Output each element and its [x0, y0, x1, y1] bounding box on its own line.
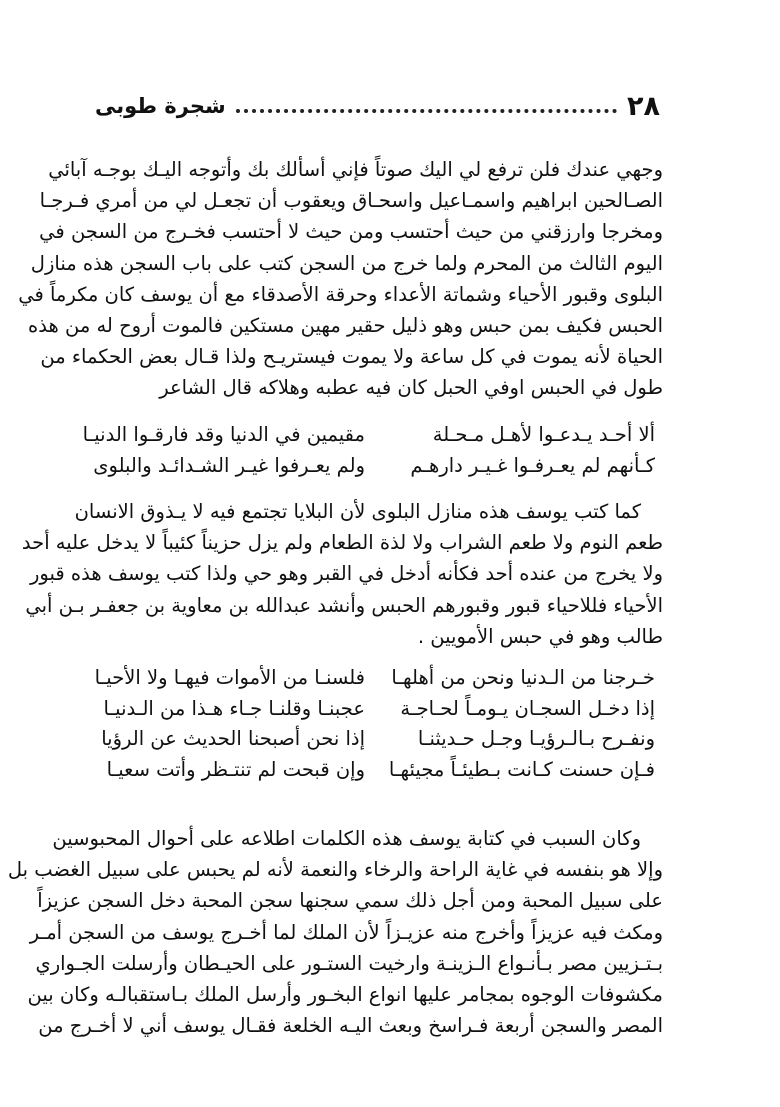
running-title: شجرة طوبى: [95, 93, 226, 118]
text-line: وإلا هو بنفسه في غاية الراحة والرخاء والنعمة لأنه لم يحبس على سبيل الغضب بل: [7, 858, 663, 882]
verse-second-half: إذا نحن أصبحنا الحديث عن الرؤيا: [101, 727, 365, 750]
verse-first-half: ألا أحـد يـدعـوا لأهـل مـحـلة: [432, 423, 655, 446]
verse: [101, 724, 655, 755]
text-line: بـتـزيين مصر بـأنـواع الـزينـة وارخيت الستـور على الحيـطان وأرسلت الجـواري: [35, 951, 663, 975]
text-line: الحبس فكيف بمن حبس وهو ذليل حقير مهين مستكين فالموت أروح له من هذه: [28, 314, 663, 338]
verse-second-half: عجبنـا وقلنـا جـاء هـذا من الـدنيـا: [103, 696, 365, 720]
verse: [106, 755, 655, 786]
poem-1: [82, 420, 655, 481]
text-line: الأحياء فللاحياء قبور وقبورهم الحبس وأنشد عبدالله بن معاوية بن جعفـر بـن أبي: [25, 593, 663, 617]
text-line: طالب وهو في حبس الأمويين .: [417, 624, 663, 648]
text-line: كما كتب يوسف هذه منازل البلوى لأن البلايا تجتمع فيه لا يـذوق الانسان: [74, 500, 641, 523]
text-line: المصر والسجن أربعة فـراسخ وبعث اليـه الخلعة فقـال يوسف أني لا أخـرج من: [38, 1014, 663, 1038]
verse-first-half: إذا دخـل السجـان يـومـاً لحـاجـة: [400, 696, 655, 720]
verse: [82, 420, 655, 451]
verse-first-half: خـرجنا من الـدنيا ونحن من أهلهـا: [391, 666, 655, 689]
running-header: [95, 86, 660, 126]
verse-first-half: كـأنهم لم يعـرفـوا غـيـر دارهـم: [410, 453, 655, 477]
text-line: على سبيل المحبة ومن أجل ذلك سمي سجنها سجن المحبة دخل السجن عزيزاً: [37, 889, 663, 913]
verse-second-half: ولم يعـرفوا غيـر الشـدائـد والبلوى: [93, 453, 365, 477]
verse-second-half: فلسنـا من الأموات فيهـا ولا الأحيـا: [94, 666, 365, 689]
verse-first-half: ونفـرح بـالـرؤيـا وجـل حـديثنـا: [417, 727, 655, 750]
text-line: ومخرجا وارزقني من حيث أحتسب ومن حيث لا أحتسب فخـرج من السجن في: [39, 220, 663, 244]
text-line: الصـالحين ابراهيم واسمـاعيل واسحـاق ويعقوب أن تجعـل لي من أمري فـرجـا: [39, 189, 663, 213]
paragraph-3: [7, 823, 663, 1041]
text-line: مكشوفات الوجوه بمجامر عليها انواع البخـور وأرسل الملك بـاستقبالـه وكان بين: [27, 983, 663, 1007]
page-number: ٢٨: [627, 90, 660, 122]
poem-2: [94, 663, 655, 785]
text-line: طعم النوم ولا طعم الشراب ولا لذة الطعام ولم يزل حزيناً كئيباً لا يدخل عليه أحد: [21, 531, 663, 555]
text-line: ومكث فيه عزيزاً وأخرج منه عزيـزاً لأن الملك لما أخـرج يوسف من السجن أمـر: [29, 920, 663, 944]
text-line: اليوم الثالث من المحرم ولما خرج من السجن كتب على باب السجن هذه منازل: [30, 251, 663, 275]
paragraph-1: [18, 154, 663, 404]
dotted-leader: [236, 109, 617, 113]
verse: [94, 663, 655, 694]
verse-second-half: وإن قبحت لم تنتـظر وأتت سعيـا: [106, 757, 365, 781]
text-line: طول في الحبس اوفي الحبل كان فيه عطبه وهلاكه قال الشاعر: [159, 376, 663, 400]
text-line: ولا يخرج من عنده أحد فكأنه أدخل في القبر وهو حي ولذا كتب يوسف هذه قبور: [30, 562, 663, 586]
text-line: البلوى وقبور الأحياء وشماتة الأعداء وحرقة الأصدقاء مع أن يوسف كان مكرماً في: [18, 282, 663, 306]
verse: [103, 694, 655, 725]
text-line: وجهي عندك فلن ترفع لي اليك صوتاً فإني أسألك بك وأتوجه اليـك بوجـه آبائي: [48, 158, 663, 181]
text-line: وكان السبب في كتابة يوسف هذه الكلمات اطلاعه على أحوال المحبوسين: [52, 827, 641, 850]
verse-first-half: فـإن حسنت كـانت بـطيئـاً مجيئهـا: [388, 757, 655, 781]
verse: [93, 451, 655, 482]
text-line: الحياة لأنه يموت في كل ساعة ولا يموت فيستريـح ولذا قـال بعض الحكماء من: [40, 345, 663, 369]
paragraph-2: [21, 496, 663, 652]
verse-second-half: مقيمين في الدنيا وقد فارقـوا الدنيـا: [82, 423, 365, 446]
